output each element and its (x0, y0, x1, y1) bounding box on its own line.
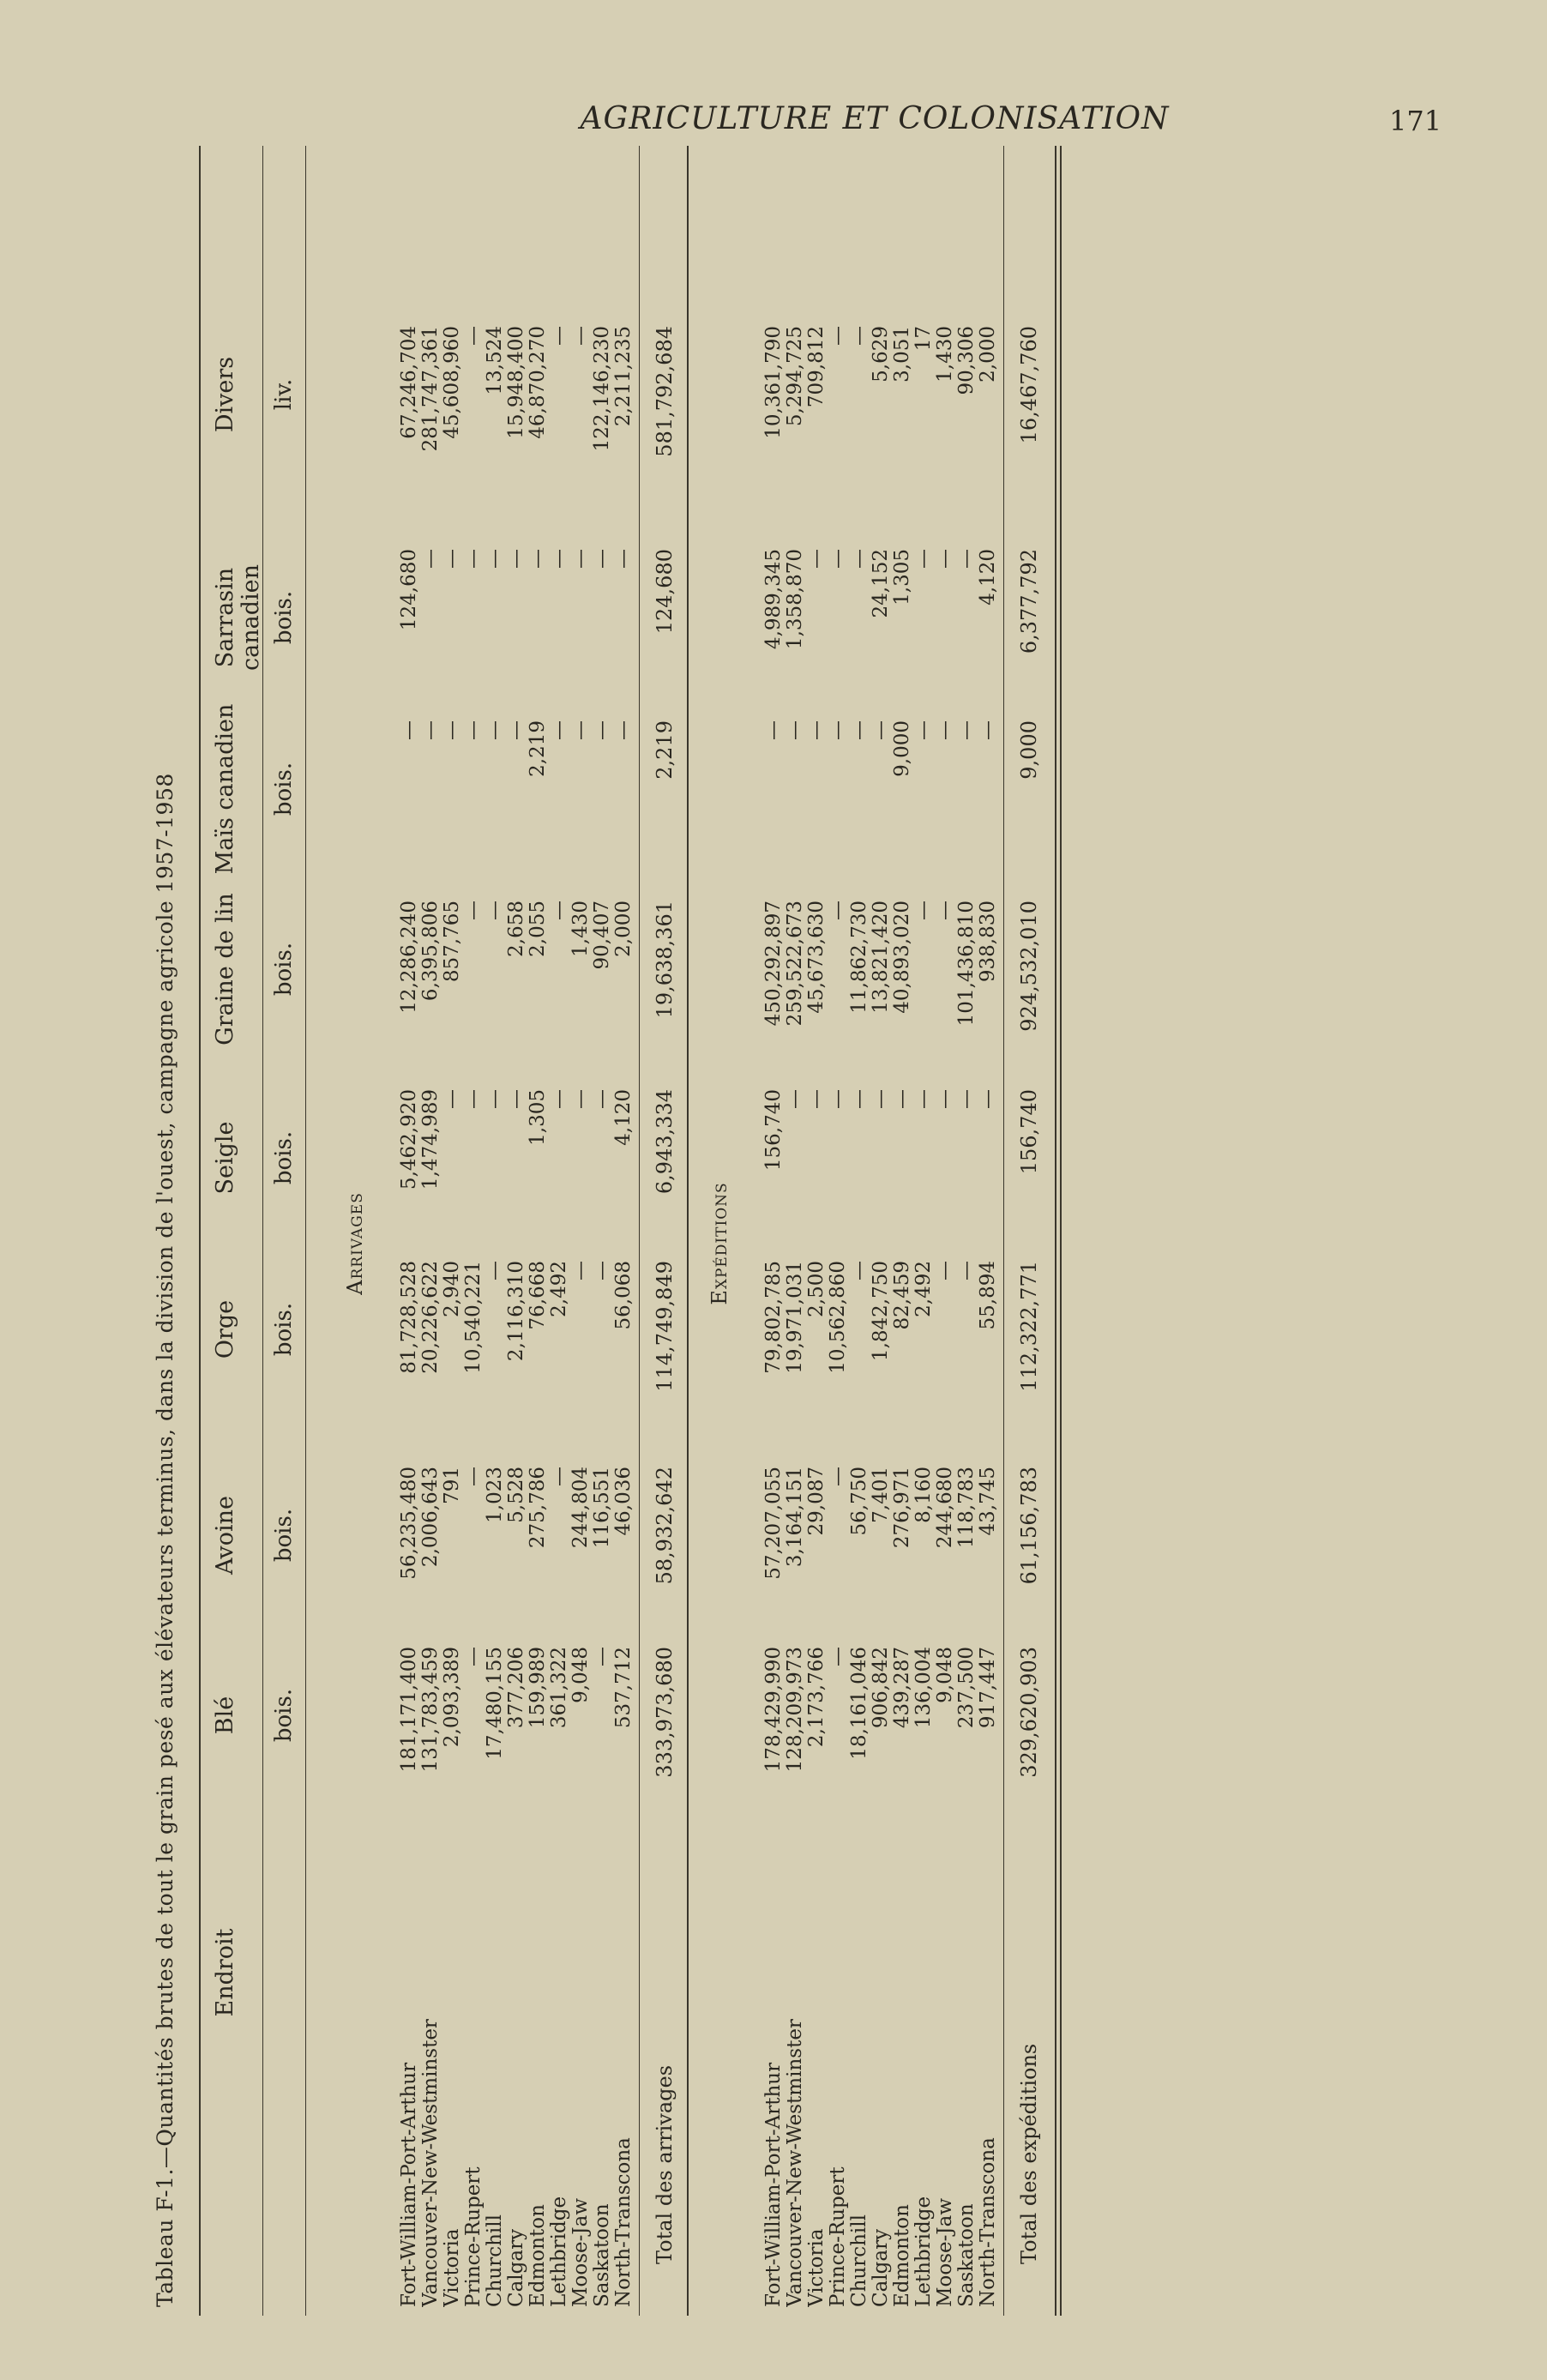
row-value: 18,161,046 (848, 1647, 870, 1760)
column-unit: bois. (271, 1302, 297, 1357)
total-value: 19,638,361 (653, 901, 677, 1019)
row-value: — (441, 1089, 463, 1109)
row-value: 450,292,897 (762, 901, 785, 1027)
row-value: 791 (441, 1467, 463, 1504)
row-value: — (934, 1261, 956, 1280)
row-value: — (591, 1089, 613, 1109)
row-value: 2,093,389 (441, 1647, 463, 1748)
row-value: 8,160 (912, 1467, 935, 1523)
row-value: — (955, 720, 978, 740)
table-row (912, 146, 933, 2316)
row-value: 1,358,870 (784, 549, 806, 650)
row-value: 178,429,990 (762, 1647, 785, 1773)
row-value: — (784, 720, 806, 740)
row-value: — (848, 326, 870, 346)
total-value: 112,322,771 (1017, 1261, 1041, 1392)
row-value: — (441, 549, 463, 569)
running-title: AGRICULTURE ET COLONISATION (580, 101, 1170, 136)
row-value: 276,971 (891, 1467, 913, 1549)
row-value: — (977, 1089, 999, 1109)
total-value: 114,749,849 (653, 1261, 677, 1392)
row-value: — (848, 1261, 870, 1280)
row-value: 156,740 (762, 1089, 785, 1172)
row-value: — (505, 549, 527, 569)
row-value: — (870, 720, 892, 740)
row-place: Churchill (484, 2214, 506, 2307)
row-value: — (955, 549, 978, 569)
row-value: — (805, 549, 828, 569)
row-value: 181,171,400 (398, 1647, 420, 1773)
row-value: 1,305 (891, 549, 913, 606)
row-place: Fort-William-Port-Arthur (398, 2062, 420, 2307)
row-value: 55,894 (977, 1261, 999, 1330)
row-value: 90,407 (591, 901, 613, 970)
page-number: 171 (1389, 105, 1442, 137)
row-value: 2,006,643 (419, 1467, 442, 1568)
row-value: 1,842,750 (870, 1261, 892, 1362)
row-place: Fort-William-Port-Arthur (762, 2062, 785, 2307)
row-value: 90,306 (955, 326, 978, 395)
row-value: — (548, 720, 570, 740)
row-value: — (484, 549, 506, 569)
row-value: — (462, 326, 485, 346)
column-unit: bois. (271, 1508, 297, 1563)
row-value: — (462, 549, 485, 569)
row-value: — (805, 720, 828, 740)
row-place: Calgary (870, 2228, 892, 2307)
total-value: 124,680 (653, 549, 677, 635)
row-place: Lethbridge (912, 2196, 935, 2307)
total-row (653, 146, 677, 2316)
row-value: 131,783,459 (419, 1647, 442, 1773)
row-value: — (505, 720, 527, 740)
row-value: 5,528 (505, 1467, 527, 1523)
table-row (484, 146, 504, 2316)
column-unit: liv. (271, 378, 297, 411)
row-value: — (548, 1089, 570, 1109)
column-unit: bois. (271, 762, 297, 816)
total-value: 2,219 (653, 720, 677, 780)
row-place: North-Transcona (977, 2137, 999, 2307)
row-value: 13,524 (484, 326, 506, 395)
table-row (762, 146, 783, 2316)
total-value: 156,740 (1017, 1089, 1041, 1175)
row-value: 5,462,920 (398, 1089, 420, 1190)
row-value: — (591, 1261, 613, 1280)
row-value: — (569, 1089, 592, 1109)
row-value: — (827, 1647, 849, 1666)
row-value: — (912, 901, 935, 920)
row-value: 439,287 (891, 1647, 913, 1729)
row-value: 81,728,528 (398, 1261, 420, 1374)
row-value: — (548, 1467, 570, 1486)
row-value: — (934, 901, 956, 920)
row-value: 2,055 (527, 901, 549, 957)
table-caption: Tableau F-1.—Quantités brutes de tout le grain pesé aux élévateurs terminus, dans la division de l'ouest, campagne agricole 1957-1958 (153, 773, 178, 2307)
row-value: 2,173,766 (805, 1647, 828, 1748)
row-value: 2,116,310 (505, 1261, 527, 1362)
row-value: 56,750 (848, 1467, 870, 1536)
row-value: — (441, 720, 463, 740)
row-value: — (762, 720, 785, 740)
row-value: 259,522,673 (784, 901, 806, 1027)
row-value: 857,765 (441, 901, 463, 983)
row-value: 2,658 (505, 901, 527, 957)
row-place: Edmonton (527, 2204, 549, 2307)
column-header: Orge (212, 1299, 238, 1359)
section-title: Expéditions (707, 1182, 731, 1305)
row-value: — (548, 326, 570, 346)
row-value: 244,680 (934, 1467, 956, 1549)
rule-line (305, 146, 306, 2316)
column-header: Graine de lin (212, 893, 238, 1045)
row-value: 2,000 (977, 326, 999, 383)
row-value: 361,322 (548, 1647, 570, 1729)
row-value: 2,219 (527, 720, 549, 777)
row-value: — (955, 1261, 978, 1280)
row-value: 5,629 (870, 326, 892, 383)
rule-line (199, 146, 201, 2316)
row-value: — (484, 901, 506, 920)
row-value: 43,745 (977, 1467, 999, 1536)
row-place: Calgary (505, 2228, 527, 2307)
row-value: — (827, 901, 849, 920)
row-value: — (505, 1089, 527, 1109)
row-value: 237,500 (955, 1647, 978, 1729)
row-value: 2,211,235 (612, 326, 635, 427)
row-value: 906,842 (870, 1647, 892, 1729)
column-unit: bois. (271, 590, 297, 645)
total-label: Total des arrivages (653, 2064, 677, 2264)
row-place: Victoria (441, 2228, 463, 2307)
total-value: 58,932,642 (653, 1467, 677, 1585)
table-row (505, 146, 526, 2316)
row-value: — (548, 549, 570, 569)
section-title: Arrivages (343, 1192, 367, 1295)
row-value: 5,294,725 (784, 326, 806, 427)
table-row (934, 146, 954, 2316)
row-value: — (398, 720, 420, 740)
table-row (891, 146, 912, 2316)
table-row (848, 146, 869, 2316)
row-value: 9,048 (934, 1647, 956, 1703)
row-value: 4,120 (977, 549, 999, 606)
row-value: — (934, 720, 956, 740)
row-value: 4,989,345 (762, 549, 785, 650)
row-value: 1,430 (934, 326, 956, 383)
total-value: 329,620,903 (1017, 1647, 1041, 1778)
row-value: 2,940 (441, 1261, 463, 1317)
row-value: — (827, 1467, 849, 1486)
row-value: 4,120 (612, 1089, 635, 1146)
row-value: — (912, 720, 935, 740)
total-value: 333,973,680 (653, 1647, 677, 1778)
row-value: 19,971,031 (784, 1261, 806, 1374)
table-row (805, 146, 826, 2316)
column-unit: bois. (271, 1130, 297, 1185)
row-place: Saskatoon (591, 2203, 613, 2307)
row-value: 128,209,973 (784, 1647, 806, 1773)
row-value: — (612, 549, 635, 569)
total-value: 924,532,010 (1017, 901, 1041, 1032)
column-unit: bois. (271, 942, 297, 997)
row-value: — (827, 326, 849, 346)
row-value: 10,540,221 (462, 1261, 485, 1374)
row-value: 13,821,420 (870, 901, 892, 1014)
row-place: Lethbridge (548, 2196, 570, 2307)
column-header: Blé (212, 1696, 238, 1735)
total-value: 6,377,792 (1017, 549, 1041, 654)
row-value: — (912, 549, 935, 569)
table-row (827, 146, 847, 2316)
row-value: 136,004 (912, 1647, 935, 1729)
row-value: — (848, 1089, 870, 1109)
row-value: — (784, 1089, 806, 1109)
column-header: Avoine (212, 1496, 238, 1575)
total-row (1017, 146, 1041, 2316)
row-value: 67,246,704 (398, 326, 420, 439)
row-value: — (591, 549, 613, 569)
row-place: Churchill (848, 2214, 870, 2307)
row-value: — (419, 549, 442, 569)
row-value: 17,480,155 (484, 1647, 506, 1760)
row-value: 1,305 (527, 1089, 549, 1146)
total-value: 61,156,783 (1017, 1467, 1041, 1585)
row-value: — (484, 1261, 506, 1280)
row-value: — (462, 720, 485, 740)
row-value: 46,870,270 (527, 326, 549, 439)
row-value: — (934, 1089, 956, 1109)
row-value: 9,000 (891, 720, 913, 777)
rotated-table (146, 146, 1547, 2316)
row-value: 10,361,790 (762, 326, 785, 439)
column-header: Sarrasin canadien (212, 564, 264, 671)
row-value: — (955, 1089, 978, 1109)
total-value: 9,000 (1017, 720, 1041, 780)
row-value: 1,023 (484, 1467, 506, 1523)
row-value: — (462, 1467, 485, 1486)
row-value: — (827, 720, 849, 740)
row-value: — (484, 720, 506, 740)
table-row (548, 146, 569, 2316)
row-value: 116,551 (591, 1467, 613, 1549)
row-place: Moose-Jaw (569, 2197, 592, 2307)
table-row (441, 146, 461, 2316)
row-value: — (462, 901, 485, 920)
row-value: 45,673,630 (805, 901, 828, 1014)
row-value: 101,436,810 (955, 901, 978, 1027)
row-value: 12,286,240 (398, 901, 420, 1014)
row-value: 1,474,989 (419, 1089, 442, 1190)
column-unit: bois. (271, 1688, 297, 1743)
row-value: 29,087 (805, 1467, 828, 1536)
row-value: 1,430 (569, 901, 592, 957)
row-place: Prince-Rupert (462, 2166, 485, 2307)
row-value: — (569, 326, 592, 346)
table-row (419, 146, 440, 2316)
table-row (784, 146, 804, 2316)
row-value: 537,712 (612, 1647, 635, 1729)
row-place: Saskatoon (955, 2203, 978, 2307)
row-value: 709,812 (805, 326, 828, 408)
rule-line (1060, 146, 1062, 2316)
row-value: — (591, 1647, 613, 1666)
row-value: 244,804 (569, 1467, 592, 1549)
row-value: 122,146,230 (591, 326, 613, 452)
row-value: — (612, 720, 635, 740)
row-value: 938,830 (977, 901, 999, 983)
row-value: 7,401 (870, 1467, 892, 1523)
table-row (977, 146, 997, 2316)
row-value: — (419, 720, 442, 740)
table-row (569, 146, 590, 2316)
row-value: 2,492 (912, 1261, 935, 1317)
row-value: 24,152 (870, 549, 892, 618)
row-value: — (462, 1089, 485, 1109)
row-value: 82,459 (891, 1261, 913, 1330)
rule-line (1003, 146, 1004, 2316)
row-value: — (870, 1089, 892, 1109)
row-value: 3,164,151 (784, 1467, 806, 1568)
row-value: 56,235,480 (398, 1467, 420, 1580)
row-value: — (569, 720, 592, 740)
total-label: Total des expéditions (1017, 2043, 1041, 2264)
table-row (591, 146, 611, 2316)
row-value: — (527, 549, 549, 569)
row-value: 56,068 (612, 1261, 635, 1330)
row-place: Vancouver-New-Westminster (419, 2019, 442, 2307)
row-value: 2,492 (548, 1261, 570, 1317)
row-place: Edmonton (891, 2204, 913, 2307)
row-value: 917,447 (977, 1647, 999, 1729)
column-header: Divers (212, 356, 238, 433)
table-row (462, 146, 483, 2316)
row-value: 20,226,622 (419, 1261, 442, 1374)
row-value: — (805, 1089, 828, 1109)
table-row (527, 146, 547, 2316)
rule-line (262, 146, 263, 2316)
row-value: — (484, 1089, 506, 1109)
row-value: 3,051 (891, 326, 913, 383)
row-value: 11,862,730 (848, 901, 870, 1014)
row-value: 17 (912, 326, 935, 352)
rule-line (1055, 146, 1056, 2316)
row-value: 275,786 (527, 1467, 549, 1549)
column-header: Maïs canadien (212, 703, 238, 875)
table-row (612, 146, 633, 2316)
row-value: — (827, 549, 849, 569)
rule-line (687, 146, 689, 2316)
total-value: 581,792,684 (653, 326, 677, 457)
table-row (955, 146, 976, 2316)
row-value: — (462, 1647, 485, 1666)
total-value: 6,943,334 (653, 1089, 677, 1195)
row-value: 45,608,960 (441, 326, 463, 439)
row-value: 9,048 (569, 1647, 592, 1703)
row-value: — (848, 549, 870, 569)
row-value: — (891, 1089, 913, 1109)
row-value: — (569, 1261, 592, 1280)
page-header (0, 101, 1547, 153)
row-place: North-Transcona (612, 2137, 635, 2307)
rule-line (639, 146, 640, 2316)
row-place: Moose-Jaw (934, 2197, 956, 2307)
row-value: 6,395,806 (419, 901, 442, 1002)
column-header: Seigle (212, 1121, 238, 1195)
row-place: Vancouver-New-Westminster (784, 2019, 806, 2307)
row-value: 46,036 (612, 1467, 635, 1536)
column-header: Endroit (212, 1928, 238, 2017)
row-value: 118,783 (955, 1467, 978, 1549)
row-value: 2,000 (612, 901, 635, 957)
row-value: 377,206 (505, 1647, 527, 1729)
row-value: 124,680 (398, 549, 420, 631)
row-value: 10,562,860 (827, 1261, 849, 1374)
row-value: — (827, 1089, 849, 1109)
row-place: Prince-Rupert (827, 2166, 849, 2307)
table-row (398, 146, 418, 2316)
row-value: 15,948,400 (505, 326, 527, 439)
row-value: 281,747,361 (419, 326, 442, 452)
row-value: 79,802,785 (762, 1261, 785, 1374)
row-value: 57,207,055 (762, 1467, 785, 1580)
row-value: — (912, 1089, 935, 1109)
row-value: 159,989 (527, 1647, 549, 1729)
total-value: 16,467,760 (1017, 326, 1041, 444)
row-value: — (934, 549, 956, 569)
row-value: — (977, 720, 999, 740)
row-value: 40,893,020 (891, 901, 913, 1014)
row-value: — (569, 549, 592, 569)
row-place: Victoria (805, 2228, 828, 2307)
row-value: — (548, 901, 570, 920)
row-value: — (591, 720, 613, 740)
data-table (146, 146, 1547, 2316)
row-value: — (848, 720, 870, 740)
table-row (870, 146, 890, 2316)
row-value: 2,500 (805, 1261, 828, 1317)
row-value: 76,668 (527, 1261, 549, 1330)
